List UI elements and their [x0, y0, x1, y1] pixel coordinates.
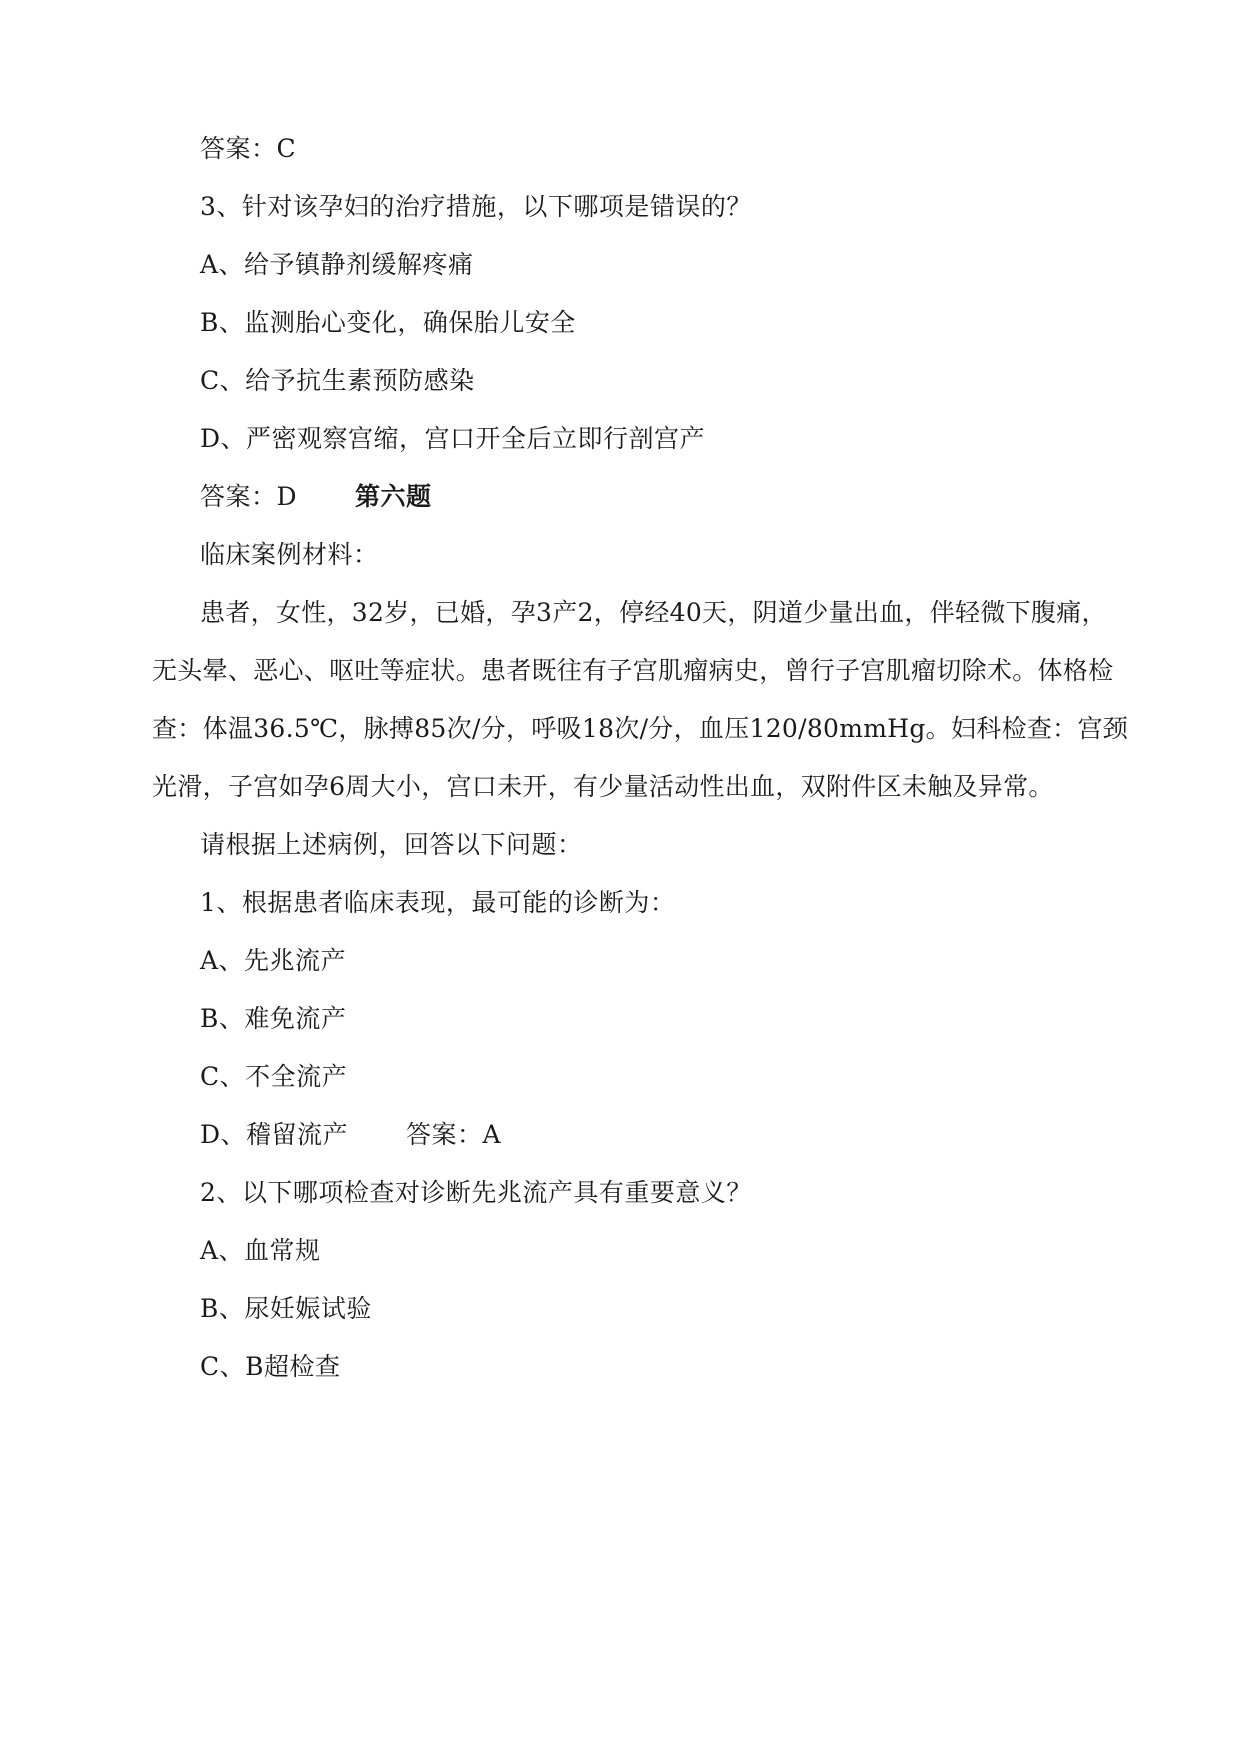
question-2-option-b: B、尿妊娠试验 [200, 1294, 372, 1323]
answer-text: 答案：D [200, 482, 298, 511]
case-paragraph-line-3: 查：体温36.5℃，脉搏85次/分，呼吸18次/分，血压120/80mmHg。妇科检查：宫颈 [152, 714, 1129, 743]
answer-line [200, 132, 296, 166]
instruction-text: 请根据上述病例，回答以下问题： [200, 830, 583, 859]
question-3-option-d: D、严密观察宫缩，宫口开全后立即行剖宫产 [200, 424, 706, 453]
question-2: 2、以下哪项检查对诊断先兆流产具有重要意义？ [200, 1178, 752, 1207]
question-2-option-c: C、B超检查 [200, 1352, 341, 1381]
question-1-option-d: D、稽留流产 [200, 1120, 349, 1149]
case-paragraph-line-2: 无头晕、恶心、呕吐等症状。患者既往有子宫肌瘤病史，曾行子宫肌瘤切除术。体格检 [152, 656, 1114, 685]
answer-text: 答案：A [406, 1120, 502, 1149]
question-3-option-b: B、监测胎心变化，确保胎儿安全 [200, 308, 576, 337]
question-3: 3、针对该孕妇的治疗措施，以下哪项是错误的？ [200, 192, 752, 221]
option-and-answer-line [200, 1118, 501, 1152]
question-1-option-b: B、难免流产 [200, 1004, 347, 1033]
question-1: 1、根据患者临床表现，最可能的诊断为： [200, 888, 676, 917]
section-title: 第六题 [355, 482, 432, 511]
question-3-option-c: C、给予抗生素预防感染 [200, 366, 475, 395]
question-1-option-c: C、不全流产 [200, 1062, 348, 1091]
case-label: 临床案例材料： [200, 540, 379, 569]
answer-text: 答案：C [200, 134, 297, 163]
answer-and-section-line [200, 480, 432, 514]
question-3-option-a: A、给予镇静剂缓解疼痛 [200, 250, 474, 279]
case-paragraph-line-1: 患者，女性，32岁，已婚，孕3产2，停经40天，阴道少量出血，伴轻微下腹痛， [200, 598, 1107, 627]
case-paragraph-line-4: 光滑，子宫如孕6周大小，宫口未开，有少量活动性出血，双附件区未触及异常。 [152, 772, 1054, 801]
question-2-option-a: A、血常规 [200, 1236, 321, 1265]
question-1-option-a: A、先兆流产 [200, 946, 347, 975]
